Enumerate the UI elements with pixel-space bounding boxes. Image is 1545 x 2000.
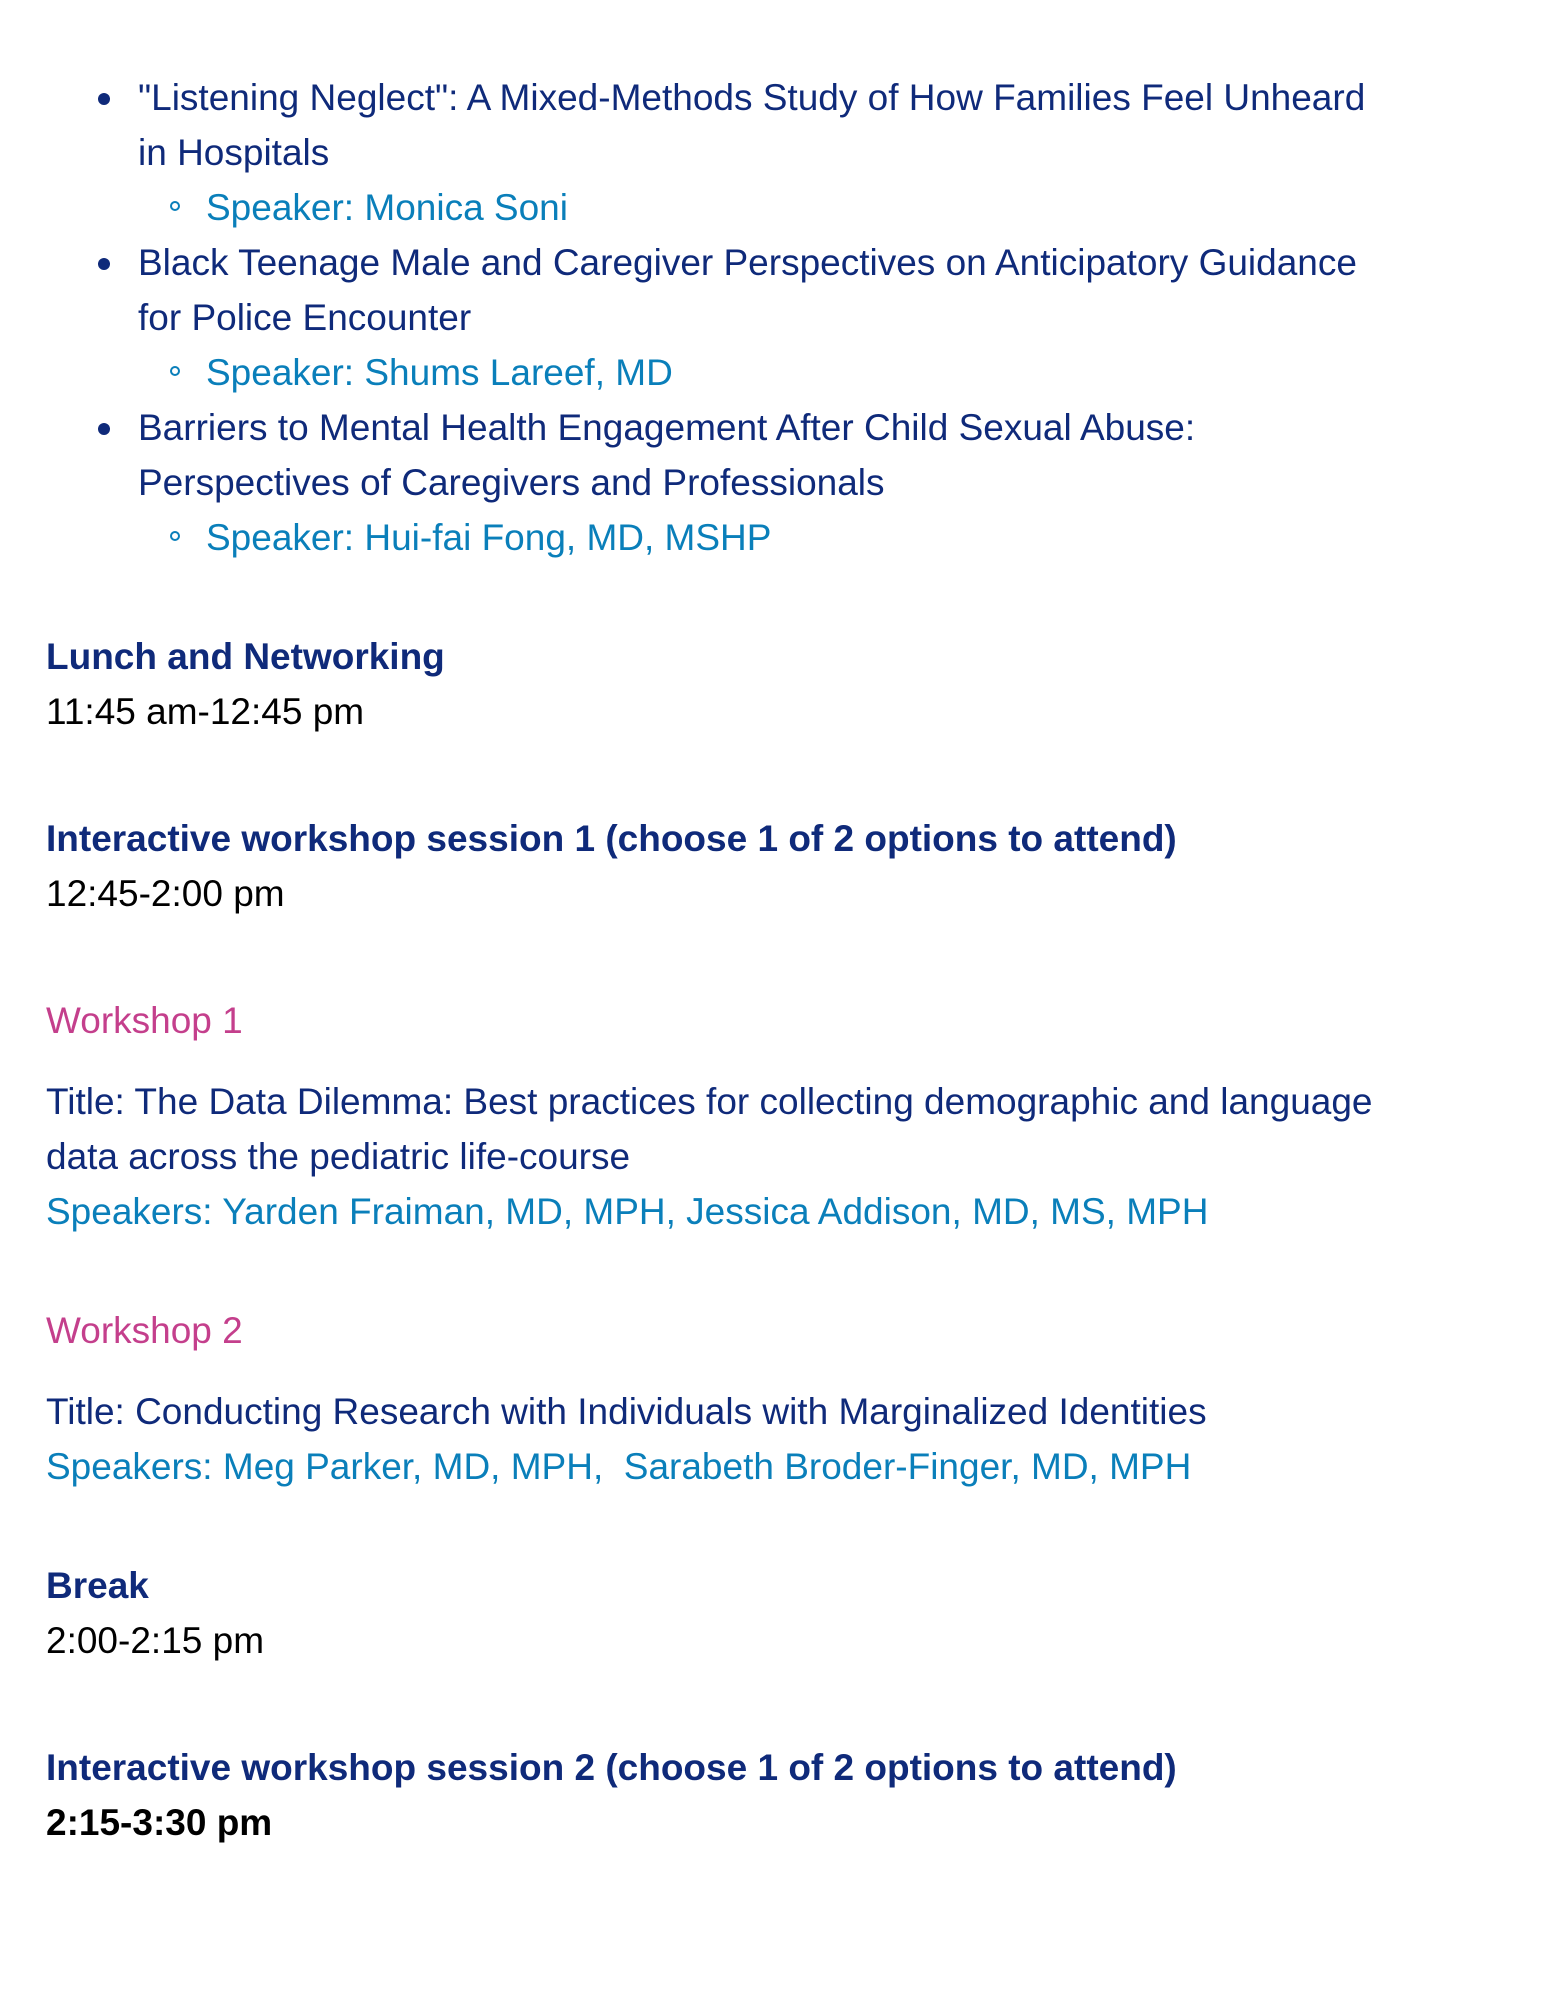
session2-heading: Interactive workshop session 2 (choose 1 of 2 options to attend) xyxy=(46,1747,1177,1788)
talk-title: Barriers to Mental Health Engagement After Child Sexual Abuse: Perspectives of Caregivers and Professionals xyxy=(138,407,1196,503)
session1-time: 12:45-2:00 pm xyxy=(46,873,285,914)
speaker-text: Speaker: Shums Lareef, MD xyxy=(206,352,673,393)
talk-speaker xyxy=(138,510,1506,565)
workshop2-title: Title: Conducting Research with Individuals with Marginalized Identities xyxy=(46,1391,1207,1432)
circle-bullet-icon xyxy=(170,531,180,541)
talk-item xyxy=(138,235,1506,400)
lunch-heading: Lunch and Networking xyxy=(46,636,445,677)
break-section xyxy=(46,1558,1506,1668)
agenda-page xyxy=(46,70,1506,1850)
bullet-icon xyxy=(98,423,110,435)
bullet-icon xyxy=(98,93,110,105)
talk-item xyxy=(138,70,1506,235)
workshop2-speakers: Speakers: Meg Parker, MD, MPH, Sarabeth Broder-Finger, MD, MPH xyxy=(46,1446,1192,1487)
break-heading: Break xyxy=(46,1565,149,1606)
session2-time: 2:15-3:30 pm xyxy=(46,1802,273,1843)
lunch-time: 11:45 am-12:45 pm xyxy=(46,691,365,732)
session1-heading: Interactive workshop session 1 (choose 1 of 2 options to attend) xyxy=(46,818,1177,859)
session1-section xyxy=(46,811,1506,921)
workshop2-section xyxy=(46,1303,1506,1494)
workshop1-title: Title: The Data Dilemma: Best practices for collecting demographic and language data across the pediatric life-course xyxy=(46,1081,1373,1177)
circle-bullet-icon xyxy=(170,366,180,376)
lunch-section xyxy=(46,629,1506,739)
workshop1-label: Workshop 1 xyxy=(46,1000,243,1041)
talk-item xyxy=(138,400,1506,565)
break-time: 2:00-2:15 pm xyxy=(46,1620,265,1661)
speaker-text: Speaker: Monica Soni xyxy=(206,187,568,228)
talk-speaker xyxy=(138,180,1506,235)
talk-list xyxy=(46,70,1506,565)
session2-section xyxy=(46,1740,1506,1850)
circle-bullet-icon xyxy=(170,201,180,211)
speaker-text: Speaker: Hui-fai Fong, MD, MSHP xyxy=(206,517,772,558)
workshop1-speakers: Speakers: Yarden Fraiman, MD, MPH, Jessica Addison, MD, MS, MPH xyxy=(46,1191,1209,1232)
bullet-icon xyxy=(98,258,110,270)
workshop1-section xyxy=(46,993,1506,1239)
talk-title: Black Teenage Male and Caregiver Perspectives on Anticipatory Guidance for Police Encounter xyxy=(138,242,1357,338)
talk-title: "Listening Neglect": A Mixed-Methods Study of How Families Feel Unheard in Hospitals xyxy=(138,77,1366,173)
workshop2-label: Workshop 2 xyxy=(46,1310,243,1351)
talk-speaker xyxy=(138,345,1506,400)
